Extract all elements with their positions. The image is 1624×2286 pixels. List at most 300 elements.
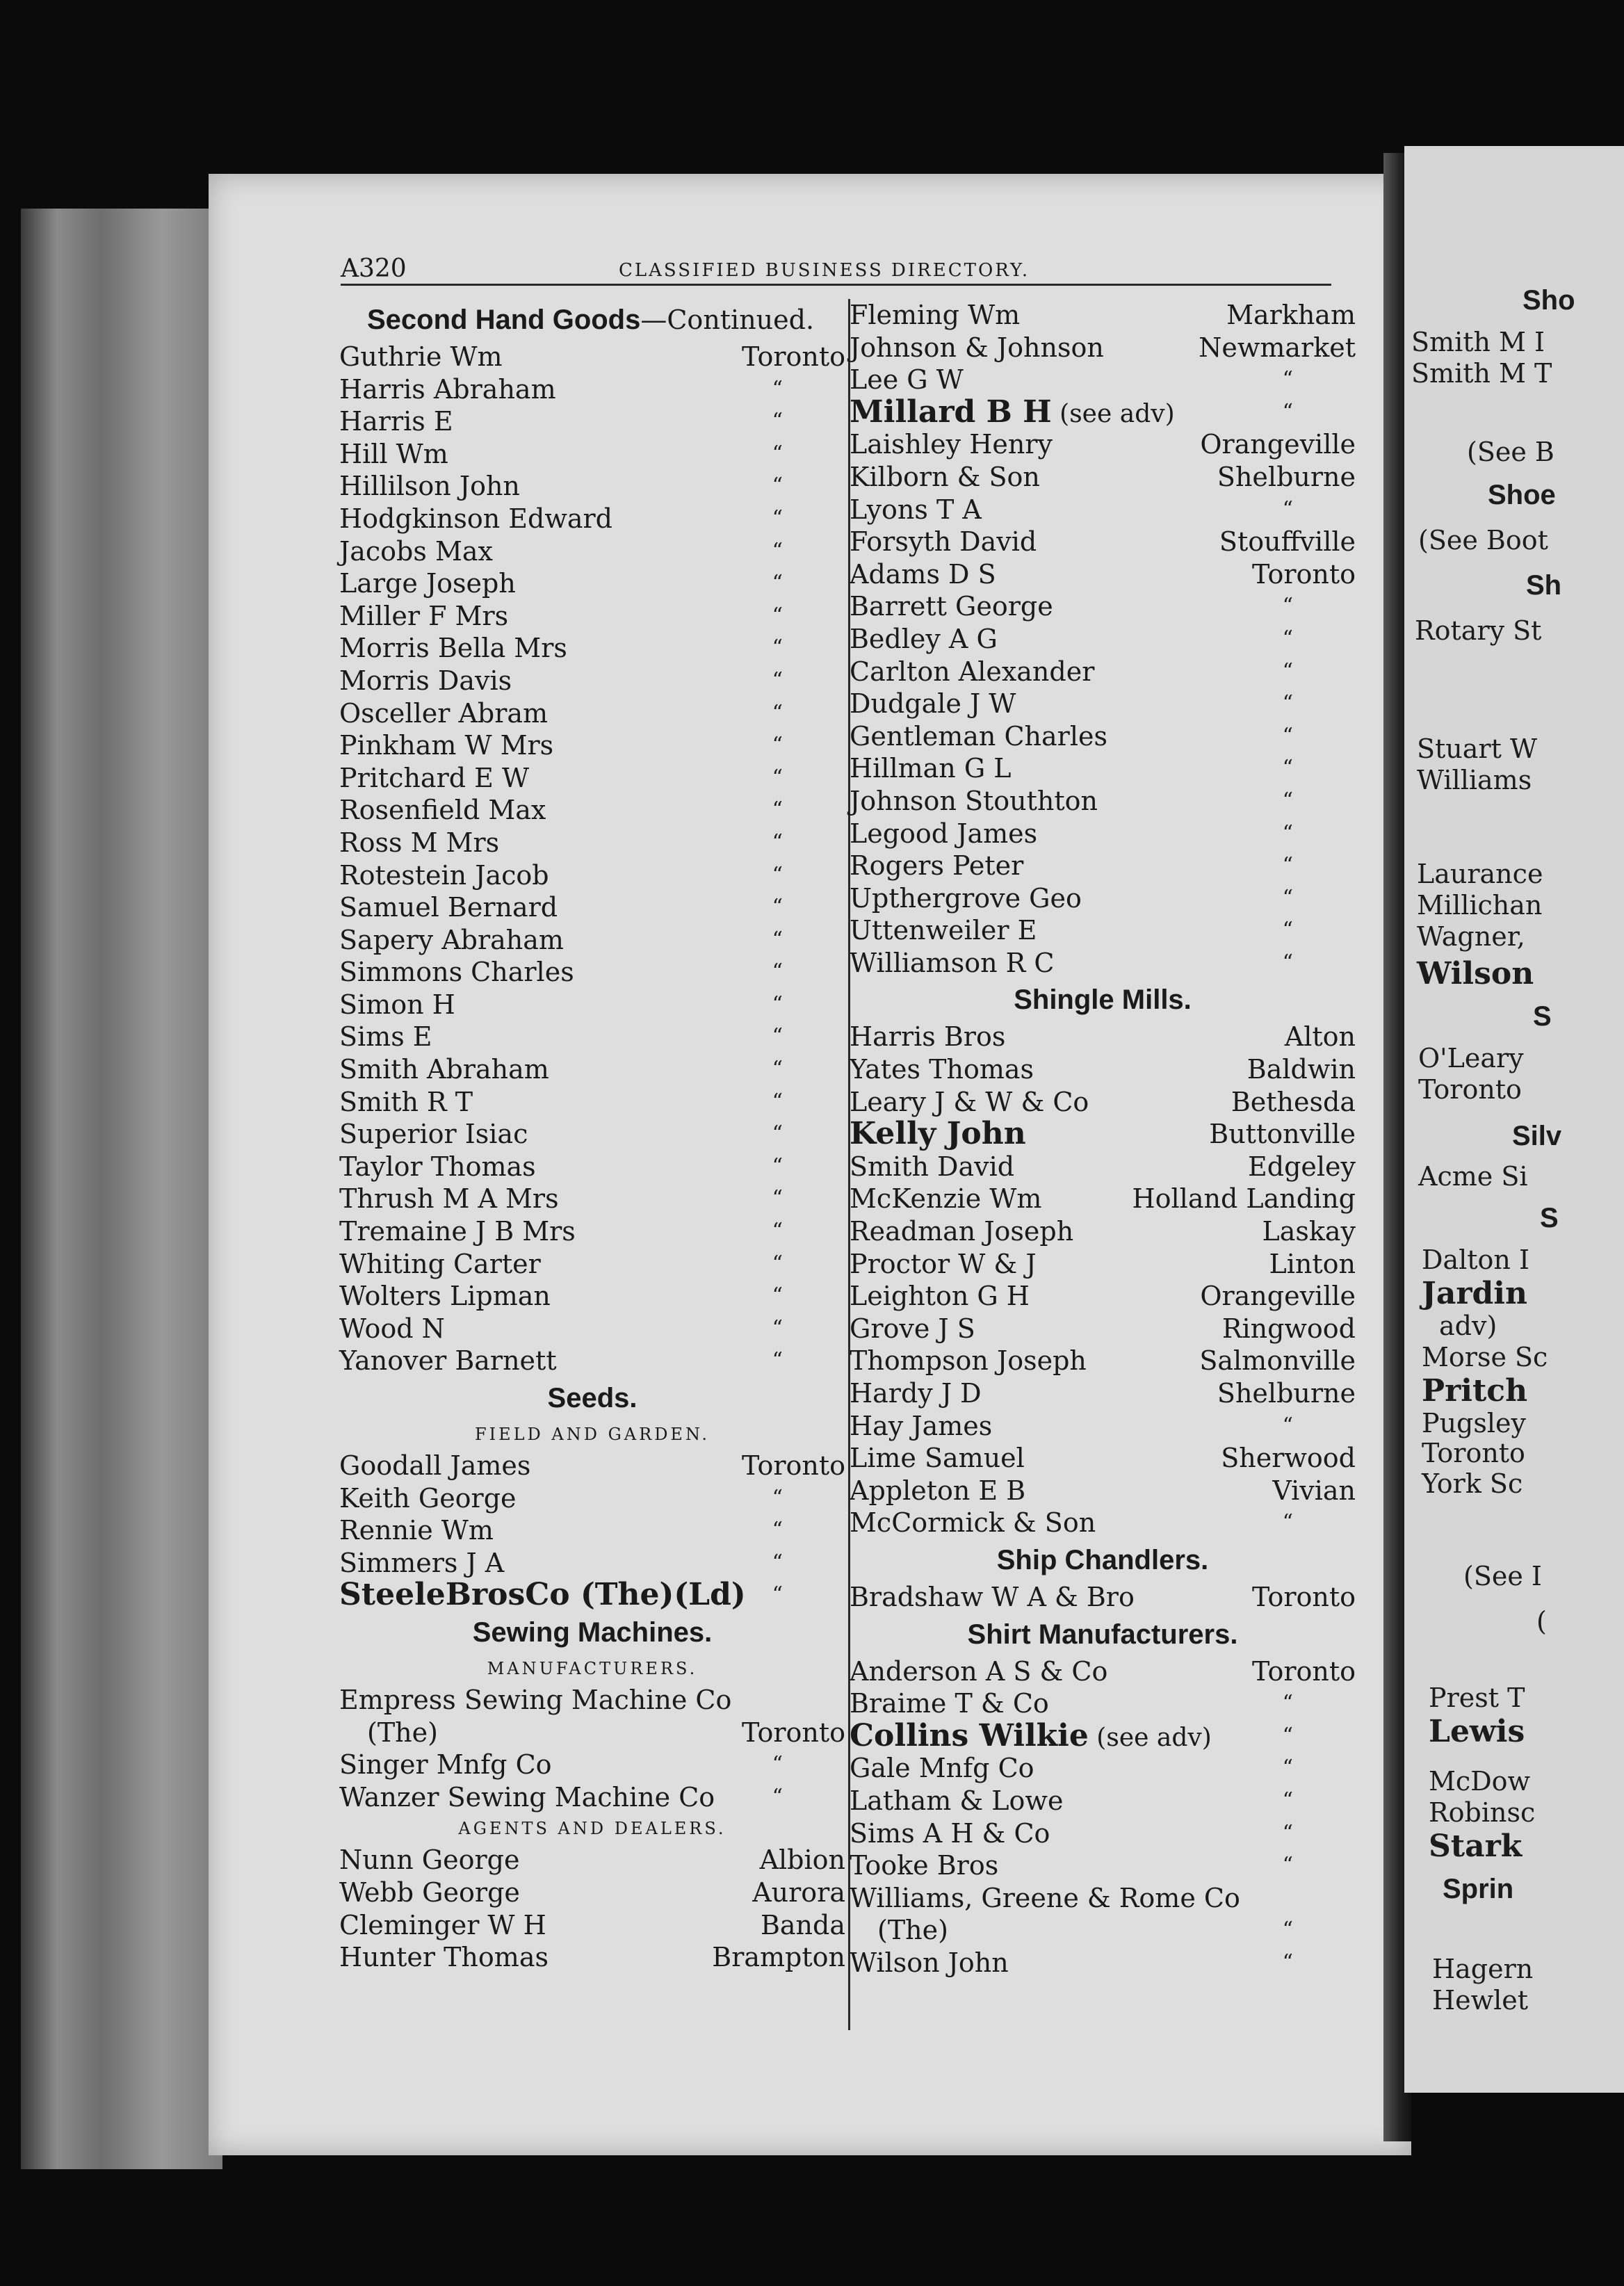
- entry-place: “: [1282, 658, 1293, 683]
- entry-name: Tremaine J B Mrs: [339, 1216, 576, 1247]
- entry-place: “: [772, 1348, 783, 1373]
- adjacent-page-text: Smith M T: [1411, 358, 1552, 389]
- entry-name: Singer Mnfg Co: [339, 1749, 552, 1781]
- list-item: [339, 729, 845, 762]
- entry-place: “: [1282, 1756, 1293, 1781]
- entry-name: Bedley A G: [850, 623, 998, 654]
- entry-place: “: [1282, 788, 1293, 813]
- adjacent-page-text: Toronto: [1422, 1438, 1525, 1468]
- list-item: [850, 461, 1356, 494]
- entry-place: Orangeville: [1200, 429, 1356, 460]
- entry-name: Barrett George: [850, 591, 1053, 622]
- entry-place: “: [772, 376, 783, 401]
- list-item: [339, 1313, 845, 1345]
- entry-place: “: [772, 1024, 783, 1049]
- left-column: [339, 299, 845, 1974]
- entry-name: Simmons Charles: [339, 957, 574, 988]
- entry-name: Wanzer Sewing Machine Co: [339, 1781, 715, 1813]
- list-item: [339, 1053, 845, 1086]
- entry-place: Toronto: [1252, 1581, 1356, 1612]
- entry-name: Whiting Carter: [339, 1248, 541, 1279]
- list-item: [850, 1817, 1356, 1850]
- shirt-list-2: [850, 1752, 1356, 1881]
- list-item: [850, 1410, 1356, 1443]
- list-item: [339, 1183, 845, 1215]
- sewing-manufacturers-list: [339, 1749, 845, 1813]
- entry-place: “: [1282, 1510, 1293, 1535]
- entry-name: Bradshaw W A & Bro: [850, 1581, 1135, 1612]
- continued-list-2: [850, 428, 1356, 979]
- entry-name: Gale Mnfg Co: [850, 1753, 1034, 1784]
- adjacent-page-text: Sho: [1522, 285, 1575, 316]
- adjacent-page-text: Lewis: [1429, 1714, 1525, 1749]
- entry-place: “: [772, 1784, 783, 1809]
- entry-place: Sherwood: [1221, 1443, 1356, 1474]
- list-item: [850, 1947, 1356, 1979]
- entry-place: Shelburne: [1217, 461, 1356, 492]
- entry-place: “: [1282, 367, 1293, 392]
- entry-place: Toronto: [742, 341, 845, 372]
- entry-place: “: [1282, 691, 1293, 716]
- heading-suffix: —Continued.: [640, 305, 815, 335]
- entry-place: “: [772, 991, 783, 1016]
- entry-place: Aurora: [752, 1876, 845, 1908]
- entry-name: Laishley Henry: [850, 429, 1053, 460]
- entry-name: Forsyth David: [850, 526, 1037, 558]
- entry-place: “: [772, 765, 783, 790]
- entry-name: Lee G W: [850, 364, 964, 396]
- entry-name: Hay James: [850, 1410, 993, 1441]
- adjacent-page-text: Millichan: [1417, 890, 1543, 921]
- entry-name: Smith David: [850, 1151, 1015, 1182]
- list-item: [850, 752, 1356, 785]
- list-item: [339, 1876, 845, 1909]
- list-item: [850, 1248, 1356, 1281]
- entry-name: Yanover Barnett: [339, 1345, 557, 1377]
- entry-name: Appleton E B: [850, 1475, 1026, 1506]
- entry-name: Nunn George: [339, 1845, 520, 1876]
- list-item: [339, 438, 845, 471]
- entry-name: Legood James: [850, 818, 1038, 849]
- adjacent-page-text: Stuart W: [1417, 733, 1538, 764]
- entry-place: “: [772, 571, 783, 596]
- entry-place: “: [1282, 820, 1293, 845]
- entry-place: “: [1282, 626, 1293, 651]
- entry-place: “: [1282, 399, 1293, 424]
- list-item: [850, 526, 1356, 558]
- list-item: [850, 623, 1356, 656]
- entry-name: Latham & Lowe: [850, 1785, 1064, 1816]
- list-item: [339, 373, 845, 406]
- entry-place: Toronto: [742, 1450, 845, 1481]
- list-item: [850, 1475, 1356, 1507]
- entry-place: “: [772, 603, 783, 628]
- adjacent-page-text: adv): [1439, 1311, 1497, 1341]
- list-item: [339, 1844, 845, 1876]
- list-item: [850, 494, 1356, 526]
- shirt-list: [850, 1655, 1356, 1720]
- entry-place: “: [772, 667, 783, 692]
- list-item: [339, 794, 845, 827]
- adjacent-page-text: Hewlet: [1432, 1985, 1529, 2016]
- list-item: [339, 1579, 845, 1612]
- see-adv-note: (see adv): [1088, 1723, 1212, 1752]
- entry-place: “: [772, 1315, 783, 1340]
- entry-place: Banda: [760, 1909, 845, 1940]
- list-item: [850, 1021, 1356, 1053]
- entry-place: “: [772, 927, 783, 952]
- list-item: [850, 1655, 1356, 1688]
- entry-name: Braime T & Co: [850, 1688, 1049, 1719]
- entry-place: Stouffville: [1219, 526, 1356, 558]
- list-item: [339, 1547, 845, 1580]
- list-item: [850, 396, 1356, 429]
- entry-place: Toronto: [1252, 1655, 1356, 1687]
- entry-place: “: [772, 829, 783, 854]
- list-item: [850, 1717, 1356, 1753]
- adjacent-page-text: Morse Sc: [1422, 1342, 1548, 1372]
- entry-place: Salmonville: [1199, 1345, 1356, 1377]
- list-item: [850, 818, 1356, 850]
- adjacent-page-text: York Sc: [1422, 1468, 1523, 1499]
- list-item: [850, 914, 1356, 947]
- list-item: [850, 1151, 1356, 1183]
- see-adv-note: (see adv): [1051, 399, 1175, 428]
- adjacent-page-text: Stark: [1429, 1829, 1522, 1864]
- entry-place: “: [1282, 1691, 1293, 1716]
- entry-place: “: [772, 1057, 783, 1082]
- entry-place: “: [1282, 594, 1293, 619]
- entry-name: Hillilson John: [339, 471, 520, 502]
- list-item: [850, 1882, 1356, 1915]
- list-item: [850, 364, 1356, 396]
- entry-name: McCormick & Son: [850, 1507, 1096, 1539]
- entry-place: Brampton: [712, 1942, 845, 1973]
- entry-place: “: [772, 733, 783, 758]
- list-item: [850, 656, 1356, 688]
- entry-place: Shelburne: [1217, 1378, 1356, 1409]
- entry-place: “: [1282, 723, 1293, 748]
- running-title: CLASSIFIED BUSINESS DIRECTORY.: [619, 260, 1030, 281]
- list-item: [339, 891, 845, 924]
- book-binding-edge: [21, 209, 222, 2169]
- list-item: [850, 1687, 1356, 1720]
- list-item: [339, 1749, 845, 1781]
- list-item: [850, 590, 1356, 623]
- adjacent-page-text: Pugsley: [1422, 1408, 1526, 1438]
- entry-name: Guthrie Wm: [339, 341, 503, 372]
- list-item: [850, 299, 1356, 332]
- entry-place: Bethesda: [1231, 1086, 1356, 1117]
- list-item: [339, 503, 845, 535]
- subheading-field-and-garden: FIELD AND GARDEN.: [474, 1425, 710, 1444]
- entry-name: Thompson Joseph: [850, 1345, 1087, 1377]
- entry-place: Toronto: [1252, 558, 1356, 590]
- list-item: [339, 1684, 845, 1717]
- entry-name: Keith George: [339, 1482, 517, 1514]
- list-item: [850, 688, 1356, 720]
- adjacent-page-text: Robinsc: [1429, 1797, 1536, 1828]
- entry-name: Large Joseph: [339, 568, 516, 599]
- entry-name: Sims E: [339, 1021, 432, 1053]
- header-rule: [341, 284, 1331, 286]
- list-item: [339, 1118, 845, 1151]
- entry-place: “: [772, 441, 783, 466]
- entry-name: Morris Bella Mrs: [339, 633, 567, 664]
- entry-name: Goodall James: [339, 1450, 531, 1481]
- entry-place: Vivian: [1272, 1475, 1356, 1506]
- list-item: [339, 1280, 845, 1313]
- entry-name: Sims A H & Co: [850, 1817, 1050, 1849]
- section-heading-shirt-manufacturers: Shirt Manufacturers.: [967, 1619, 1238, 1650]
- entry-name: Pritchard E W: [339, 762, 530, 793]
- list-item: [850, 720, 1356, 753]
- section-heading-sewing-machines: Sewing Machines.: [472, 1616, 713, 1648]
- entry-place: “: [1282, 1853, 1293, 1878]
- list-item: [339, 1021, 845, 1053]
- list-item: [339, 665, 845, 697]
- entry-place: “: [772, 700, 783, 725]
- entry-place: Toronto: [742, 1717, 845, 1748]
- entry-name: Leighton G H: [850, 1281, 1030, 1312]
- entry-place: “: [772, 959, 783, 984]
- adjacent-page-text: Prest T: [1429, 1683, 1525, 1713]
- entry-name: Grove J S: [850, 1313, 975, 1344]
- list-item: [339, 1450, 845, 1482]
- entry-name: Upthergrove Geo: [850, 882, 1082, 914]
- list-item: [850, 785, 1356, 818]
- adjacent-page-text: S: [1533, 1001, 1552, 1032]
- entry-name: Yates Thomas: [850, 1054, 1034, 1085]
- list-item: [339, 1151, 845, 1183]
- list-item: [339, 956, 845, 989]
- right-column: [850, 299, 1356, 1979]
- adjacent-page-text: Toronto: [1418, 1074, 1522, 1105]
- entry-name: Wood N: [339, 1313, 445, 1344]
- ship-list: [850, 1581, 1356, 1614]
- list-item: [339, 1215, 845, 1248]
- entry-place: Alton: [1284, 1021, 1356, 1053]
- entry-name: Wilson John: [850, 1947, 1009, 1978]
- entry-place: Orangeville: [1200, 1281, 1356, 1312]
- entry-place: “: [772, 473, 783, 498]
- list-item: [850, 1183, 1356, 1215]
- list-item: [339, 827, 845, 859]
- list-item: [850, 1313, 1356, 1345]
- entry-place: “: [772, 635, 783, 660]
- adjacent-page-text: (: [1536, 1606, 1547, 1637]
- list-item: [339, 632, 845, 665]
- entry-place: “: [1282, 885, 1293, 910]
- entry-place: “: [772, 1251, 783, 1276]
- adjacent-page-text: S: [1540, 1203, 1559, 1233]
- adjacent-page-text: Sprin: [1443, 1874, 1514, 1904]
- entry-name: Smith Abraham: [339, 1054, 549, 1085]
- adjacent-page-text: Wilson: [1417, 956, 1534, 991]
- list-item: [339, 405, 845, 438]
- entry-name: Uttenweiler E: [850, 915, 1037, 946]
- entry-name: Hodgkinson Edward: [339, 503, 612, 534]
- heading-label: Second Hand Goods: [367, 305, 641, 335]
- entry-name: Hillman G L: [850, 753, 1012, 784]
- entry-name: Williamson R C: [850, 947, 1055, 978]
- sewing-agents-list: [339, 1844, 845, 1973]
- entry-name: Harris Bros: [850, 1021, 1006, 1053]
- entry-place: “: [1282, 1820, 1293, 1845]
- adjacent-page-text: Smith M I: [1411, 327, 1545, 357]
- entry-name: Rogers Peter: [850, 850, 1024, 882]
- entry-place: Holland Landing: [1132, 1183, 1356, 1215]
- adjacent-page-text: Sh: [1526, 570, 1562, 601]
- entry-place: “: [1282, 496, 1293, 521]
- list-item: [339, 1345, 845, 1377]
- adjacent-page-text: Silv: [1512, 1121, 1562, 1151]
- entry-name: Sapery Abraham: [339, 924, 564, 955]
- adjacent-page-text: Wagner,: [1417, 921, 1525, 952]
- list-item: [339, 1514, 845, 1547]
- entry-name: Rennie Wm: [339, 1515, 494, 1546]
- list-item: [850, 558, 1356, 591]
- entry-place: “: [772, 862, 783, 887]
- list-item: [339, 535, 845, 568]
- adjacent-page-text: Acme Si: [1418, 1161, 1528, 1192]
- entry-place: Linton: [1269, 1248, 1356, 1279]
- adjacent-page-text: Shoe: [1488, 480, 1556, 510]
- entry-name: Taylor Thomas: [339, 1151, 536, 1182]
- entry-place: Newmarket: [1199, 332, 1356, 363]
- entry-name: Tooke Bros: [850, 1850, 999, 1881]
- continued-list: [850, 299, 1356, 396]
- entry-name: Johnson & Johnson: [850, 332, 1104, 363]
- list-item: [339, 1482, 845, 1515]
- entry-place: “: [772, 538, 783, 563]
- entry-name: Rotestein Jacob: [339, 859, 549, 891]
- list-item: [850, 1280, 1356, 1313]
- entry-name: Harris Abraham: [339, 373, 556, 405]
- entry-place: “: [772, 1219, 783, 1244]
- entry-name: Miller F Mrs: [339, 600, 509, 631]
- list-item: [850, 850, 1356, 882]
- entry-name: Kelly John: [850, 1116, 1026, 1152]
- section-heading-shingle-mills: Shingle Mills.: [1014, 984, 1192, 1016]
- entry-name: Carlton Alexander: [850, 656, 1095, 687]
- entry-place: “: [1282, 1949, 1293, 1975]
- entry-name: Harris E: [339, 406, 453, 437]
- adjacent-page-text: Pritch: [1422, 1373, 1528, 1409]
- entry-place: “: [1282, 918, 1293, 943]
- list-item: [850, 1053, 1356, 1086]
- entry-name: Empress Sewing Machine Co: [339, 1684, 732, 1715]
- list-item: [850, 1118, 1356, 1151]
- entry-name-bold: Millard B H: [850, 394, 1052, 430]
- entry-name: Smith R T: [339, 1086, 473, 1117]
- list-item: [339, 567, 845, 600]
- entry-place: “: [772, 797, 783, 822]
- entry-place: “: [772, 1153, 783, 1178]
- section-heading-ship-chandlers: Ship Chandlers.: [996, 1544, 1209, 1575]
- entry-place: Ringwood: [1221, 1313, 1356, 1344]
- entry-place: Baldwin: [1247, 1054, 1356, 1085]
- entry-name: Lime Samuel: [850, 1443, 1025, 1474]
- entry-place: “: [772, 1550, 783, 1575]
- entry-name: [850, 396, 1175, 431]
- entry-name-bold: Collins Wilkie: [850, 1717, 1089, 1753]
- entry-name: Morris Davis: [339, 665, 512, 696]
- shingle-list-2: [850, 1151, 1356, 1539]
- entry-place: “: [772, 1582, 783, 1607]
- list-item: [850, 947, 1356, 980]
- entry-name: Webb George: [339, 1876, 520, 1908]
- shingle-list: [850, 1021, 1356, 1118]
- adjacent-page-text: Dalton I: [1422, 1245, 1529, 1275]
- page-number: A320: [341, 254, 407, 283]
- list-item: [850, 1581, 1356, 1614]
- adjacent-page-text: Rotary St: [1415, 615, 1542, 646]
- adjacent-page-text: (See B: [1467, 437, 1554, 467]
- entry-name: Readman Joseph: [850, 1216, 1074, 1247]
- entry-place: “: [1282, 1413, 1293, 1438]
- list-item: [339, 924, 845, 957]
- entry-name: Wolters Lipman: [339, 1281, 551, 1312]
- entry-name: Fleming Wm: [850, 300, 1021, 330]
- list-item: [850, 1914, 1356, 1947]
- entry-place: “: [772, 1121, 783, 1146]
- list-item: [850, 1785, 1356, 1817]
- entry-place: “: [772, 1752, 783, 1777]
- adjacent-page-text: (See I: [1463, 1561, 1542, 1591]
- entry-name: Kilborn & Son: [850, 461, 1040, 492]
- subheading-manufacturers: MANUFACTURERS.: [487, 1658, 698, 1678]
- entry-name: Simon H: [339, 989, 455, 1020]
- entry-place: “: [1282, 1788, 1293, 1813]
- entry-name: Hunter Thomas: [339, 1942, 549, 1973]
- list-item: [850, 1507, 1356, 1539]
- list-item: [339, 1086, 845, 1119]
- adjacent-page-text: McDow: [1429, 1766, 1531, 1797]
- entry-name: Anderson A S & Co: [850, 1655, 1108, 1687]
- list-item: [339, 1248, 845, 1281]
- list-item: [850, 1442, 1356, 1475]
- entry-place: Markham: [1226, 300, 1356, 330]
- list-item: [339, 1941, 845, 1974]
- entry-name: Hardy J D: [850, 1378, 982, 1409]
- entry-name: Lyons T A: [850, 494, 982, 525]
- list-item: [339, 697, 845, 730]
- adjacent-page-text: Jardin: [1422, 1276, 1527, 1311]
- entry-name: Adams D S: [850, 558, 996, 590]
- list-item: [850, 1752, 1356, 1785]
- entry-place: “: [772, 1283, 783, 1308]
- entry-name: Superior Isiac: [339, 1119, 528, 1150]
- entry-name: Jacobs Max: [339, 535, 493, 567]
- list-item: [850, 1849, 1356, 1882]
- entry-place: “: [1282, 756, 1293, 781]
- list-item: [850, 882, 1356, 915]
- list-item: [850, 428, 1356, 461]
- list-item: [850, 1345, 1356, 1377]
- list-item: [339, 1909, 845, 1942]
- adjacent-page-text: Williams: [1417, 765, 1532, 795]
- list-item: [339, 470, 845, 503]
- seeds-list: [339, 1450, 845, 1579]
- list-item: [339, 859, 845, 892]
- entry-place: “: [1282, 950, 1293, 975]
- entry-name: Proctor W & J: [850, 1248, 1037, 1279]
- list-item: [339, 600, 845, 633]
- section-heading-second-hand-goods: [339, 299, 845, 341]
- entry-name: Leary J & W & Co: [850, 1086, 1089, 1117]
- entry-name: Osceller Abram: [339, 697, 549, 729]
